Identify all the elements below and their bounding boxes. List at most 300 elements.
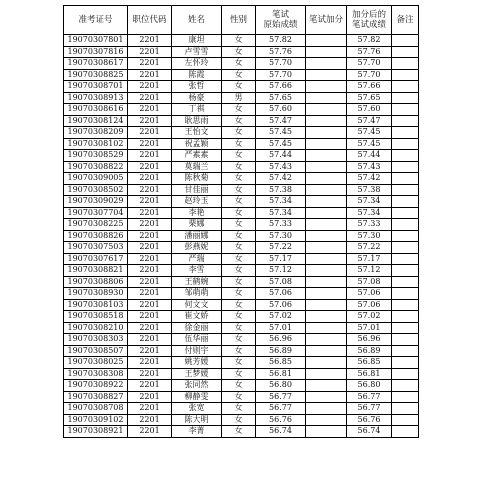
cell-remarks bbox=[392, 184, 419, 196]
cell-gender: 女 bbox=[222, 35, 256, 47]
cell-bonus-score bbox=[306, 58, 347, 70]
header-exam-id-line: 准考证号 bbox=[78, 15, 113, 25]
cell-remarks bbox=[392, 219, 419, 231]
table-row bbox=[64, 58, 419, 70]
cell-raw-score: 57.02 bbox=[256, 311, 306, 323]
cell-bonus-score bbox=[306, 92, 347, 104]
cell-position-code: 2201 bbox=[128, 368, 172, 380]
cell-final-score: 57.34 bbox=[347, 196, 392, 208]
cell-name: 栗娜 bbox=[172, 219, 222, 231]
cell-final-score: 56.74 bbox=[347, 426, 392, 438]
header-raw-score bbox=[256, 6, 306, 35]
cell-remarks bbox=[392, 104, 419, 116]
table-row bbox=[64, 196, 419, 208]
cell-bonus-score bbox=[306, 127, 347, 139]
cell-gender: 女 bbox=[222, 207, 256, 219]
cell-remarks bbox=[392, 322, 419, 334]
cell-raw-score: 57.06 bbox=[256, 299, 306, 311]
cell-bonus-score bbox=[306, 81, 347, 93]
cell-gender: 女 bbox=[222, 161, 256, 173]
table-row bbox=[64, 403, 419, 415]
cell-bonus-score bbox=[306, 414, 347, 426]
cell-exam-id: 19070309029 bbox=[64, 196, 128, 208]
cell-bonus-score bbox=[306, 253, 347, 265]
cell-remarks bbox=[392, 92, 419, 104]
cell-bonus-score bbox=[306, 426, 347, 438]
cell-raw-score: 57.34 bbox=[256, 207, 306, 219]
cell-remarks bbox=[392, 58, 419, 70]
cell-final-score: 57.30 bbox=[347, 230, 392, 242]
cell-position-code: 2201 bbox=[128, 276, 172, 288]
cell-position-code: 2201 bbox=[128, 184, 172, 196]
cell-name: 李雪 bbox=[172, 265, 222, 277]
cell-raw-score: 57.08 bbox=[256, 276, 306, 288]
header-remarks bbox=[392, 6, 419, 35]
cell-name: 李艳 bbox=[172, 207, 222, 219]
cell-exam-id: 19070308308 bbox=[64, 368, 128, 380]
cell-remarks bbox=[392, 414, 419, 426]
cell-position-code: 2201 bbox=[128, 288, 172, 300]
cell-bonus-score bbox=[306, 403, 347, 415]
score-table bbox=[63, 5, 419, 438]
header-final-score-line: 笔试成绩 bbox=[351, 20, 386, 30]
cell-bonus-score bbox=[306, 230, 347, 242]
cell-gender: 女 bbox=[222, 380, 256, 392]
cell-bonus-score bbox=[306, 115, 347, 127]
header-name bbox=[172, 6, 222, 35]
cell-name: 柳静雯 bbox=[172, 391, 222, 403]
cell-name: 潘丽娜 bbox=[172, 230, 222, 242]
cell-bonus-score bbox=[306, 207, 347, 219]
cell-remarks bbox=[392, 299, 419, 311]
cell-raw-score: 56.77 bbox=[256, 403, 306, 415]
cell-gender: 女 bbox=[222, 58, 256, 70]
table-row bbox=[64, 81, 419, 93]
cell-gender: 女 bbox=[222, 127, 256, 139]
cell-remarks bbox=[392, 35, 419, 47]
cell-raw-score: 57.66 bbox=[256, 81, 306, 93]
table-row bbox=[64, 242, 419, 254]
cell-final-score: 57.44 bbox=[347, 150, 392, 162]
cell-name: 丁祺 bbox=[172, 104, 222, 116]
table-row bbox=[64, 357, 419, 369]
table-row bbox=[64, 391, 419, 403]
cell-final-score: 57.12 bbox=[347, 265, 392, 277]
cell-gender: 女 bbox=[222, 138, 256, 150]
cell-final-score: 57.45 bbox=[347, 127, 392, 139]
cell-gender: 女 bbox=[222, 345, 256, 357]
cell-bonus-score bbox=[306, 357, 347, 369]
table-row bbox=[64, 161, 419, 173]
cell-bonus-score bbox=[306, 150, 347, 162]
cell-position-code: 2201 bbox=[128, 380, 172, 392]
cell-remarks bbox=[392, 391, 419, 403]
cell-gender: 女 bbox=[222, 115, 256, 127]
table-row bbox=[64, 288, 419, 300]
cell-name: 康坦 bbox=[172, 35, 222, 47]
cell-bonus-score bbox=[306, 138, 347, 150]
cell-bonus-score bbox=[306, 391, 347, 403]
cell-final-score: 57.82 bbox=[347, 35, 392, 47]
cell-remarks bbox=[392, 161, 419, 173]
cell-position-code: 2201 bbox=[128, 150, 172, 162]
cell-exam-id: 19070308708 bbox=[64, 403, 128, 415]
cell-remarks bbox=[392, 230, 419, 242]
cell-remarks bbox=[392, 138, 419, 150]
header-bonus-score-line: 笔试加分 bbox=[308, 15, 343, 25]
cell-final-score: 57.60 bbox=[347, 104, 392, 116]
cell-name: 陈秋菊 bbox=[172, 173, 222, 185]
cell-raw-score: 56.96 bbox=[256, 334, 306, 346]
table-body bbox=[64, 35, 419, 438]
cell-raw-score: 57.60 bbox=[256, 104, 306, 116]
cell-name: 莫瑞兰 bbox=[172, 161, 222, 173]
cell-remarks bbox=[392, 288, 419, 300]
cell-gender: 女 bbox=[222, 242, 256, 254]
cell-position-code: 2201 bbox=[128, 138, 172, 150]
table-row bbox=[64, 184, 419, 196]
cell-position-code: 2201 bbox=[128, 426, 172, 438]
cell-remarks bbox=[392, 81, 419, 93]
cell-exam-id: 19070308209 bbox=[64, 127, 128, 139]
cell-position-code: 2201 bbox=[128, 391, 172, 403]
cell-exam-id: 19070308210 bbox=[64, 322, 128, 334]
cell-exam-id: 19070307801 bbox=[64, 35, 128, 47]
cell-raw-score: 56.89 bbox=[256, 345, 306, 357]
cell-remarks bbox=[392, 345, 419, 357]
cell-position-code: 2201 bbox=[128, 322, 172, 334]
cell-position-code: 2201 bbox=[128, 161, 172, 173]
cell-bonus-score bbox=[306, 299, 347, 311]
cell-position-code: 2201 bbox=[128, 311, 172, 323]
cell-final-score: 56.89 bbox=[347, 345, 392, 357]
cell-exam-id: 19070308922 bbox=[64, 380, 128, 392]
cell-gender: 女 bbox=[222, 391, 256, 403]
cell-remarks bbox=[392, 253, 419, 265]
cell-name: 张宽 bbox=[172, 403, 222, 415]
cell-raw-score: 56.85 bbox=[256, 357, 306, 369]
cell-raw-score: 57.12 bbox=[256, 265, 306, 277]
cell-remarks bbox=[392, 207, 419, 219]
cell-bonus-score bbox=[306, 288, 347, 300]
cell-final-score: 57.66 bbox=[347, 81, 392, 93]
table-row bbox=[64, 35, 419, 47]
cell-exam-id: 19070308826 bbox=[64, 230, 128, 242]
cell-remarks bbox=[392, 380, 419, 392]
cell-remarks bbox=[392, 173, 419, 185]
cell-gender: 女 bbox=[222, 69, 256, 81]
cell-final-score: 57.06 bbox=[347, 288, 392, 300]
cell-raw-score: 57.65 bbox=[256, 92, 306, 104]
cell-position-code: 2201 bbox=[128, 230, 172, 242]
cell-gender: 女 bbox=[222, 299, 256, 311]
cell-position-code: 2201 bbox=[128, 127, 172, 139]
header-position-code bbox=[128, 6, 172, 35]
cell-gender: 女 bbox=[222, 46, 256, 58]
table-row bbox=[64, 426, 419, 438]
cell-bonus-score bbox=[306, 311, 347, 323]
cell-raw-score: 56.76 bbox=[256, 414, 306, 426]
cell-final-score: 56.77 bbox=[347, 391, 392, 403]
cell-exam-id: 19070308825 bbox=[64, 69, 128, 81]
cell-raw-score: 56.80 bbox=[256, 380, 306, 392]
cell-raw-score: 57.22 bbox=[256, 242, 306, 254]
cell-bonus-score bbox=[306, 242, 347, 254]
cell-final-score: 57.38 bbox=[347, 184, 392, 196]
cell-remarks bbox=[392, 115, 419, 127]
cell-exam-id: 19070309102 bbox=[64, 414, 128, 426]
cell-gender: 女 bbox=[222, 265, 256, 277]
cell-final-score: 57.76 bbox=[347, 46, 392, 58]
cell-position-code: 2201 bbox=[128, 69, 172, 81]
cell-name: 姚芳媛 bbox=[172, 357, 222, 369]
cell-raw-score: 57.82 bbox=[256, 35, 306, 47]
cell-remarks bbox=[392, 368, 419, 380]
cell-gender: 女 bbox=[222, 184, 256, 196]
cell-gender: 女 bbox=[222, 322, 256, 334]
cell-raw-score: 57.70 bbox=[256, 58, 306, 70]
cell-exam-id: 19070308827 bbox=[64, 391, 128, 403]
cell-bonus-score bbox=[306, 219, 347, 231]
cell-remarks bbox=[392, 265, 419, 277]
cell-gender: 女 bbox=[222, 253, 256, 265]
cell-gender: 女 bbox=[222, 219, 256, 231]
cell-bonus-score bbox=[306, 196, 347, 208]
cell-bonus-score bbox=[306, 322, 347, 334]
table-row bbox=[64, 69, 419, 81]
cell-remarks bbox=[392, 196, 419, 208]
table-row bbox=[64, 230, 419, 242]
cell-name: 祝孟颖 bbox=[172, 138, 222, 150]
cell-remarks bbox=[392, 403, 419, 415]
header-name-line: 姓名 bbox=[187, 15, 205, 25]
cell-raw-score: 57.45 bbox=[256, 138, 306, 150]
cell-remarks bbox=[392, 127, 419, 139]
cell-raw-score: 56.77 bbox=[256, 391, 306, 403]
cell-exam-id: 19070308025 bbox=[64, 357, 128, 369]
table-row bbox=[64, 219, 419, 231]
table-row bbox=[64, 311, 419, 323]
cell-exam-id: 19070308701 bbox=[64, 81, 128, 93]
cell-raw-score: 57.44 bbox=[256, 150, 306, 162]
cell-bonus-score bbox=[306, 35, 347, 47]
cell-raw-score: 57.17 bbox=[256, 253, 306, 265]
table-row bbox=[64, 265, 419, 277]
cell-gender: 女 bbox=[222, 311, 256, 323]
cell-bonus-score bbox=[306, 276, 347, 288]
cell-name: 邹萌萌 bbox=[172, 288, 222, 300]
cell-position-code: 2201 bbox=[128, 207, 172, 219]
cell-final-score: 57.45 bbox=[347, 138, 392, 150]
table-row bbox=[64, 299, 419, 311]
cell-remarks bbox=[392, 150, 419, 162]
cell-name: 杨豪 bbox=[172, 92, 222, 104]
cell-exam-id: 19070308806 bbox=[64, 276, 128, 288]
cell-final-score: 57.33 bbox=[347, 219, 392, 231]
cell-final-score: 57.08 bbox=[347, 276, 392, 288]
cell-name: 甘佳丽 bbox=[172, 184, 222, 196]
cell-name: 陈大明 bbox=[172, 414, 222, 426]
cell-exam-id: 19070308303 bbox=[64, 334, 128, 346]
cell-raw-score: 57.70 bbox=[256, 69, 306, 81]
header-remarks-line: 备注 bbox=[396, 15, 414, 25]
cell-position-code: 2201 bbox=[128, 219, 172, 231]
cell-bonus-score bbox=[306, 380, 347, 392]
cell-position-code: 2201 bbox=[128, 81, 172, 93]
table-row bbox=[64, 92, 419, 104]
cell-remarks bbox=[392, 242, 419, 254]
cell-name: 崔文娇 bbox=[172, 311, 222, 323]
cell-position-code: 2201 bbox=[128, 265, 172, 277]
cell-gender: 女 bbox=[222, 357, 256, 369]
cell-final-score: 57.47 bbox=[347, 115, 392, 127]
cell-gender: 女 bbox=[222, 334, 256, 346]
cell-exam-id: 19070308616 bbox=[64, 104, 128, 116]
table-row bbox=[64, 253, 419, 265]
cell-name: 王梦媛 bbox=[172, 368, 222, 380]
table-row bbox=[64, 380, 419, 392]
cell-remarks bbox=[392, 276, 419, 288]
cell-final-score: 57.06 bbox=[347, 299, 392, 311]
cell-raw-score: 57.42 bbox=[256, 173, 306, 185]
cell-name: 耿思雨 bbox=[172, 115, 222, 127]
cell-name: 彭燕妮 bbox=[172, 242, 222, 254]
cell-position-code: 2201 bbox=[128, 92, 172, 104]
cell-exam-id: 19070307503 bbox=[64, 242, 128, 254]
cell-final-score: 57.43 bbox=[347, 161, 392, 173]
table-row bbox=[64, 127, 419, 139]
cell-raw-score: 56.74 bbox=[256, 426, 306, 438]
cell-bonus-score bbox=[306, 345, 347, 357]
cell-remarks bbox=[392, 311, 419, 323]
cell-name: 王鹤婉 bbox=[172, 276, 222, 288]
cell-exam-id: 19070308502 bbox=[64, 184, 128, 196]
cell-remarks bbox=[392, 46, 419, 58]
cell-gender: 女 bbox=[222, 230, 256, 242]
table-row bbox=[64, 173, 419, 185]
table-row bbox=[64, 115, 419, 127]
cell-name: 徐金丽 bbox=[172, 322, 222, 334]
cell-remarks bbox=[392, 357, 419, 369]
cell-final-score: 57.01 bbox=[347, 322, 392, 334]
cell-final-score: 56.81 bbox=[347, 368, 392, 380]
header-gender bbox=[222, 6, 256, 35]
cell-exam-id: 19070309005 bbox=[64, 173, 128, 185]
cell-name: 陈霞 bbox=[172, 69, 222, 81]
cell-exam-id: 19070308124 bbox=[64, 115, 128, 127]
cell-final-score: 56.85 bbox=[347, 357, 392, 369]
score-sheet bbox=[63, 5, 418, 438]
cell-final-score: 57.65 bbox=[347, 92, 392, 104]
header-bonus-score bbox=[306, 6, 347, 35]
cell-gender: 女 bbox=[222, 196, 256, 208]
cell-raw-score: 57.45 bbox=[256, 127, 306, 139]
header-position-code-line: 职位代码 bbox=[132, 15, 167, 25]
header-raw-score-line: 原始成绩 bbox=[263, 20, 298, 30]
cell-gender: 女 bbox=[222, 276, 256, 288]
cell-bonus-score bbox=[306, 173, 347, 185]
cell-position-code: 2201 bbox=[128, 35, 172, 47]
cell-remarks bbox=[392, 334, 419, 346]
cell-position-code: 2201 bbox=[128, 242, 172, 254]
cell-bonus-score bbox=[306, 161, 347, 173]
cell-final-score: 57.34 bbox=[347, 207, 392, 219]
cell-raw-score: 57.38 bbox=[256, 184, 306, 196]
cell-bonus-score bbox=[306, 69, 347, 81]
cell-exam-id: 19070308518 bbox=[64, 311, 128, 323]
cell-position-code: 2201 bbox=[128, 58, 172, 70]
cell-name: 伍华丽 bbox=[172, 334, 222, 346]
table-row bbox=[64, 345, 419, 357]
cell-final-score: 57.22 bbox=[347, 242, 392, 254]
table-row bbox=[64, 46, 419, 58]
cell-name: 左怀玲 bbox=[172, 58, 222, 70]
cell-bonus-score bbox=[306, 334, 347, 346]
cell-final-score: 57.70 bbox=[347, 69, 392, 81]
cell-exam-id: 19070308913 bbox=[64, 92, 128, 104]
cell-bonus-score bbox=[306, 265, 347, 277]
cell-final-score: 57.70 bbox=[347, 58, 392, 70]
cell-name: 严素素 bbox=[172, 150, 222, 162]
header-gender-line: 性别 bbox=[229, 15, 247, 25]
cell-position-code: 2201 bbox=[128, 414, 172, 426]
cell-exam-id: 19070308103 bbox=[64, 299, 128, 311]
cell-exam-id: 19070307617 bbox=[64, 253, 128, 265]
header-final-score bbox=[347, 6, 392, 35]
cell-exam-id: 19070308529 bbox=[64, 150, 128, 162]
cell-bonus-score bbox=[306, 184, 347, 196]
cell-gender: 女 bbox=[222, 173, 256, 185]
table-header bbox=[64, 6, 419, 35]
cell-remarks bbox=[392, 69, 419, 81]
cell-raw-score: 57.06 bbox=[256, 288, 306, 300]
cell-position-code: 2201 bbox=[128, 299, 172, 311]
cell-raw-score: 56.81 bbox=[256, 368, 306, 380]
table-row bbox=[64, 207, 419, 219]
cell-final-score: 56.80 bbox=[347, 380, 392, 392]
cell-position-code: 2201 bbox=[128, 115, 172, 127]
cell-final-score: 56.76 bbox=[347, 414, 392, 426]
table-row bbox=[64, 276, 419, 288]
header-final-score-line: 加分后的 bbox=[351, 10, 386, 20]
table-row bbox=[64, 368, 419, 380]
table-row bbox=[64, 104, 419, 116]
table-row bbox=[64, 414, 419, 426]
cell-position-code: 2201 bbox=[128, 345, 172, 357]
cell-position-code: 2201 bbox=[128, 46, 172, 58]
cell-exam-id: 19070307816 bbox=[64, 46, 128, 58]
cell-name: 李菁 bbox=[172, 426, 222, 438]
cell-gender: 女 bbox=[222, 403, 256, 415]
cell-position-code: 2201 bbox=[128, 357, 172, 369]
cell-final-score: 56.96 bbox=[347, 334, 392, 346]
cell-final-score: 56.77 bbox=[347, 403, 392, 415]
cell-position-code: 2201 bbox=[128, 173, 172, 185]
cell-name: 卢雪雪 bbox=[172, 46, 222, 58]
cell-final-score: 57.42 bbox=[347, 173, 392, 185]
table-row bbox=[64, 150, 419, 162]
cell-name: 张同然 bbox=[172, 380, 222, 392]
cell-name: 张哲 bbox=[172, 81, 222, 93]
cell-gender: 女 bbox=[222, 288, 256, 300]
cell-raw-score: 57.43 bbox=[256, 161, 306, 173]
cell-gender: 女 bbox=[222, 81, 256, 93]
cell-position-code: 2201 bbox=[128, 196, 172, 208]
cell-name: 王怡文 bbox=[172, 127, 222, 139]
cell-bonus-score bbox=[306, 46, 347, 58]
cell-raw-score: 57.33 bbox=[256, 219, 306, 231]
cell-position-code: 2201 bbox=[128, 104, 172, 116]
